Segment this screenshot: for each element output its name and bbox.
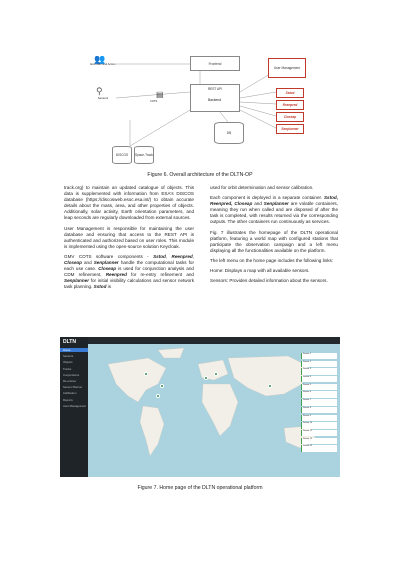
text-run: is: [106, 284, 111, 290]
text-run: ,: [192, 253, 194, 259]
sstod-box: Sstod: [276, 88, 304, 98]
sensor-card[interactable]: [301, 430, 337, 436]
sensor-card-label: Sensor 8: [303, 406, 312, 409]
menu-item-re-entries[interactable]: Re-entries: [63, 379, 76, 383]
text-run: GMV COTS software components -: [64, 253, 154, 259]
sensor-card-label: Sensor 13: [303, 445, 313, 448]
menu-item-tracks[interactable]: Tracks: [63, 366, 72, 371]
world-map[interactable]: [88, 344, 340, 477]
sensor-card[interactable]: [301, 353, 337, 359]
database-cylinder: DB: [214, 122, 244, 144]
sensor-card-label: Sensor 6: [303, 391, 312, 394]
text-run: is used for conjunction analysis and CDM refinement,: [64, 266, 194, 278]
component-name: Senplanner: [64, 278, 90, 284]
backend-label: Backend: [208, 98, 222, 102]
architecture-diagram: [90, 50, 320, 172]
menu-item-user-management[interactable]: User Management: [63, 403, 87, 408]
component-name: Reenpred: [105, 272, 127, 278]
sensor-card-label: Sensor 2: [303, 360, 312, 363]
component-name: Closeap: [98, 266, 117, 272]
sensor-card[interactable]: [301, 368, 337, 374]
paragraph: User Management is responsible for maintaining the user database and ensuring that access to the REST API is authenticated and authorized based on user roles. This module is implemented using the open-source solution Keycloak.: [64, 225, 194, 249]
paragraph: Home: Displays a map with all available sensors.: [210, 268, 310, 274]
text-run: handle the computational tasks for each use case.: [64, 260, 194, 272]
sensor-card-label: Sensor 11: [303, 429, 312, 432]
component-name: Reenpred: [171, 253, 193, 259]
paragraph: [64, 254, 194, 291]
component-name: Sstod, Reenpred, Closeap: [210, 195, 338, 207]
paragraph: Fig. 7 illustrates the homepage of the DLTN operational platform, featuring a world map with configured stations that participate the observation campaign and a left menu displaying all the functionalities available on the platform.: [210, 229, 338, 253]
sensor-card[interactable]: [301, 399, 337, 405]
menu-item-sensors[interactable]: Sensors: [63, 354, 74, 359]
sensor-panel: [301, 353, 337, 453]
text-run: for initial visibility calculations and sensor network task planning.: [64, 278, 194, 290]
menu-item-sensor-planner[interactable]: Sensor Planner: [63, 385, 83, 390]
menu-item-objects[interactable]: Objects: [63, 360, 73, 365]
cots-label: COTS: [150, 100, 158, 103]
paragraph: track.org) to maintain an updated catalogue of objects. This data is supplemented with information from ESA's DISCOS database (https://discosweb.esoc.esa.int/) to obtain accurate details about the mass, area, and other properties of objects. Additionally, solar activity, Earth orientation parameters, and leap seconds are regularly downloaded from external sources.: [64, 185, 194, 221]
senplanner-box: Senplanner: [276, 124, 304, 134]
user-management-box: User Management: [268, 58, 306, 78]
sensor-card[interactable]: [301, 407, 337, 413]
sensor-card[interactable]: [301, 445, 337, 451]
text-run: and: [81, 260, 94, 266]
sensor-card-label: Sensor 1: [303, 353, 312, 355]
sensor-card-label: Sensor 3: [303, 368, 312, 371]
text-run: for re-entry refinement and: [126, 272, 194, 278]
menu-item-calibration[interactable]: Calibration: [63, 391, 77, 396]
figure-7-caption: Figure 7. Home page of the DLTN operational platform: [137, 485, 263, 491]
figure-6-caption: Figure 6. Overall architecture of the DLTN-OP: [147, 172, 253, 178]
left-menu: [60, 337, 88, 477]
space-track-cylinder: Space-Track: [134, 146, 154, 164]
component-name: Senplanner: [93, 260, 119, 266]
rest-api-label: REST API: [207, 87, 223, 91]
paragraph: Sensors: Provides detailed information about the sensors.: [210, 278, 328, 284]
sensor-card-label: Sensor 7: [303, 399, 312, 402]
right-column: [210, 185, 338, 288]
sensor-card[interactable]: [301, 415, 337, 421]
reenpred-box: Reenpred: [276, 100, 304, 110]
component-name: Sstod: [153, 253, 166, 259]
users-icon: 👥: [94, 54, 106, 64]
menu-item-reports[interactable]: Reports: [63, 397, 73, 402]
users-label: End-user and Actors: [90, 62, 116, 66]
text-run: and: [252, 201, 264, 207]
sensor-card[interactable]: [301, 391, 337, 397]
telescope-icon: ⚲: [96, 86, 103, 96]
top-bar: [88, 337, 340, 344]
paragraph: [210, 195, 338, 225]
sensor-card[interactable]: [301, 438, 337, 444]
paragraph: used for orbit determination and sensor calibration.: [210, 185, 314, 190]
app-logo: DLTN: [63, 339, 76, 345]
server-icon: ▤: [156, 90, 164, 99]
sensor-card-label: Sensor 9: [303, 414, 312, 417]
menu-item-conjunctions[interactable]: Conjunctions: [63, 372, 80, 377]
component-name: Sstod: [93, 284, 107, 290]
sensor-card[interactable]: [301, 376, 337, 382]
sensor-card[interactable]: [301, 384, 337, 390]
sensor-card[interactable]: [301, 422, 337, 428]
sensors-label: Sensors: [97, 96, 109, 100]
dltn-platform-screenshot: [60, 337, 340, 477]
sensor-card-label: Sensor 10: [303, 422, 313, 425]
component-name: Senplanner: [263, 201, 289, 207]
closeap-box: Closeap: [276, 112, 304, 122]
sensor-card-label: Sensor 12: [303, 437, 313, 440]
sensor-card-label: Sensor 4: [303, 376, 312, 379]
component-name: Closeap: [64, 260, 82, 266]
left-column: [64, 185, 194, 295]
frontend-box: Frontend: [190, 56, 240, 71]
discos-cylinder: DISCOS: [112, 146, 132, 164]
text-run: are volatile containers, meaning they run when called and are disposed of after the task is completed, with results returned via the corresponding outputs. The other containers run continuously as services.: [210, 201, 338, 225]
text-run: ,: [165, 253, 172, 259]
sensor-card-label: Sensor 5: [303, 383, 312, 386]
paragraph: The left menu on the home page includes the following links:: [210, 257, 334, 263]
menu-item-home[interactable]: Home: [60, 348, 88, 352]
text-run: Each component is deployed in a separate container.: [210, 195, 324, 201]
sensor-card[interactable]: [301, 361, 337, 367]
